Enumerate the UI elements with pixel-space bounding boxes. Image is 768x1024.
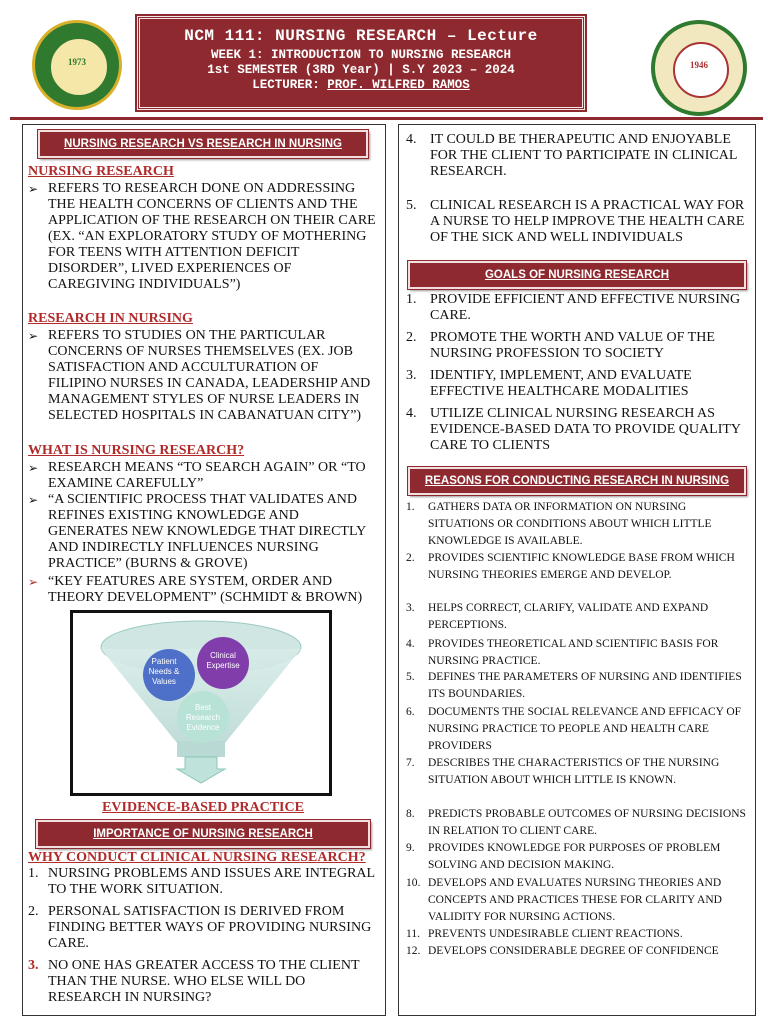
clinical-expertise-label: Clinical Expertise [206, 651, 240, 670]
semester-line: 1st SEMESTER (3RD Year) | S.Y 2023 – 2024 [207, 63, 515, 77]
subheading-what-is-nursing-research: WHAT IS NURSING RESEARCH? [28, 443, 245, 458]
seal-year: 1973 [68, 57, 86, 67]
course-title: NCM 111: NURSING RESEARCH – Lecture [184, 27, 538, 45]
page-header [0, 0, 768, 118]
list-item: 3. IDENTIFY, IMPLEMENT, AND EVALUATE EFFECTIVE HEALTHCARE MODALITIES [406, 368, 692, 399]
research-evidence-label: Best Research Evidence [185, 703, 221, 732]
arrow-bullet-icon: ➢ [28, 329, 39, 343]
list-item: 9. PROVIDES KNOWLEDGE FOR PURPOSES OF PROBLEM SOLVING AND DECISION MAKING. [406, 842, 721, 871]
list-item: 3. NO ONE HAS GREATER ACCESS TO THE CLIENT THAN THE NURSE. WHO ELSE WILL DO RESEARCH IN NURSING? [28, 958, 360, 1005]
list-item: 1. PROVIDE EFFICIENT AND EFFECTIVE NURSING CARE. [406, 292, 741, 323]
list-item: 7. DESCRIBES THE CHARACTERISTICS OF THE NURSING SITUATION ABOUT WHICH LITTLE IS KNOWN. [406, 757, 720, 786]
university-seal-right [651, 20, 747, 116]
list-item: 10. DEVELOPS AND EVALUATES NURSING THEORIES AND CONCEPTS AND PRACTICES THESE FOR CLARITY AND VALIDITY FOR NURSING ACTIONS. [406, 877, 722, 923]
list-item: ➢ REFERS TO RESEARCH DONE ON ADDRESSING THE HEALTH CONCERNS OF CLIENTS AND THE APPLICATION OF THE RESEARCH ON THEIR CARE (EX. “AN EXPLORATORY STUDY OF MOTHERING FOR TEENS WITH ATTENTION DEFICIT DISORDER”, LIVED EXPERIENCES OF CAREGIVING INDIVIDUALS”) [28, 181, 376, 292]
subheading-why-conduct: WHY CONDUCT CLINICAL NURSING RESEARCH? [28, 850, 366, 865]
list-item: ➢ REFERS TO STUDIES ON THE PARTICULAR CONCERNS OF NURSES THEMSELVES (EX. JOB SATISFACTION AND ACCULTURATION OF FILIPINO NURSES IN CANADA, LEADERSHIP AND MANAGEMENT STYLES OF NURSE LEADERS IN SELECTED HOSPITALS IN CABANATUAN CITY”) [28, 328, 371, 423]
section-header: NURSING RESEARCH VS RESEARCH IN NURSING [38, 130, 368, 158]
arrow-bullet-icon: ➢ [28, 182, 39, 196]
seal-year: 1946 [690, 60, 708, 70]
list-item: 3. HELPS CORRECT, CLARIFY, VALIDATE AND EXPAND PERCEPTIONS. [406, 602, 709, 631]
list-item: 1. GATHERS DATA OR INFORMATION ON NURSING SITUATIONS OR CONDITIONS ABOUT WHICH LITTLE KNOWLEDGE IS AVAILABLE. [406, 501, 712, 547]
figure-caption: EVIDENCE-BASED PRACTICE [102, 800, 304, 815]
patient-needs-label: Patient Needs & Values [148, 657, 180, 686]
arrow-bullet-icon: ➢ [28, 493, 39, 507]
arrow-bullet-icon: ➢ [28, 575, 39, 589]
evidence-based-practice-figure [70, 610, 332, 796]
list-item: 2. PROVIDES SCIENTIFIC KNOWLEDGE BASE FROM WHICH NURSING THEORIES EMERGE AND DEVELOP. [406, 552, 735, 581]
list-item: 2. PROMOTE THE WORTH AND VALUE OF THE NURSING PROFESSION TO SOCIETY [406, 330, 715, 361]
subheading-nursing-research: NURSING RESEARCH [28, 164, 174, 179]
title-banner [137, 16, 585, 110]
list-item: 4. IT COULD BE THERAPEUTIC AND ENJOYABLE FOR THE CLIENT TO PARTICIPATE IN CLINICAL RESEARCH. [406, 132, 737, 179]
list-item: 4. PROVIDES THEORETICAL AND SCIENTIFIC BASIS FOR NURSING PRACTICE. [406, 638, 719, 667]
university-seal-left [32, 20, 122, 110]
list-item: ➢ “KEY FEATURES ARE SYSTEM, ORDER AND THEORY DEVELOPMENT” (SCHMIDT & BROWN) [28, 574, 363, 605]
arrow-bullet-icon: ➢ [28, 461, 39, 475]
lecturer-line: LECTURER: PROF. WILFRED RAMOS [252, 78, 470, 92]
list-item: ➢ RESEARCH MEANS “TO SEARCH AGAIN” OR “TO EXAMINE CAREFULLY” [28, 460, 366, 491]
list-item: ➢ “A SCIENTIFIC PROCESS THAT VALIDATES AND REFINES EXISTING KNOWLEDGE AND GENERATES NEW KNOWLEDGE THAT DIRECTLY AND INDIRECTLY INFLUENCES NURSING PRACTICE” (BURNS & GROVE) [28, 492, 366, 571]
list-item: 5. CLINICAL RESEARCH IS A PRACTICAL WAY FOR A NURSE TO HELP IMPROVE THE HEALTH CARE OF THE SICK AND WELL INDIVIDUALS [406, 198, 745, 245]
section-header: REASONS FOR CONDUCTING RESEARCH IN NURSING [408, 467, 746, 495]
section-header: IMPORTANCE OF NURSING RESEARCH [36, 820, 370, 848]
lecturer-name: PROF. WILFRED RAMOS [327, 78, 470, 92]
list-item: 12. DEVELOPS CONSIDERABLE DEGREE OF CONFIDENCE [406, 945, 719, 957]
list-item: 6. DOCUMENTS THE SOCIAL RELEVANCE AND EFFICACY OF NURSING PRACTICE TO PEOPLE AND HEALTH CARE PROVIDERS [406, 706, 742, 752]
list-item: 4. UTILIZE CLINICAL NURSING RESEARCH AS EVIDENCE-BASED DATA TO PROVIDE QUALITY CARE TO CLIENTS [406, 406, 741, 453]
header-divider [10, 117, 763, 120]
section-header: GOALS OF NURSING RESEARCH [408, 261, 746, 289]
list-item: 8. PREDICTS PROBABLE OUTCOMES OF NURSING DECISIONS IN RELATION TO CLIENT CARE. [406, 808, 746, 837]
list-item: 2. PERSONAL SATISFACTION IS DERIVED FROM FINDING BETTER WAYS OF PROVIDING NURSING CARE. [28, 904, 372, 951]
week-title: WEEK 1: INTRODUCTION TO NURSING RESEARCH [210, 48, 512, 62]
list-item: 5. DEFINES THE PARAMETERS OF NURSING AND IDENTIFIES ITS BOUNDARIES. [406, 671, 742, 700]
list-item: 1. NURSING PROBLEMS AND ISSUES ARE INTEGRAL TO THE WORK SITUATION. [28, 866, 375, 897]
subheading-research-in-nursing: RESEARCH IN NURSING [28, 311, 193, 326]
list-item: 11. PREVENTS UNDESIRABLE CLIENT REACTIONS. [406, 928, 683, 940]
